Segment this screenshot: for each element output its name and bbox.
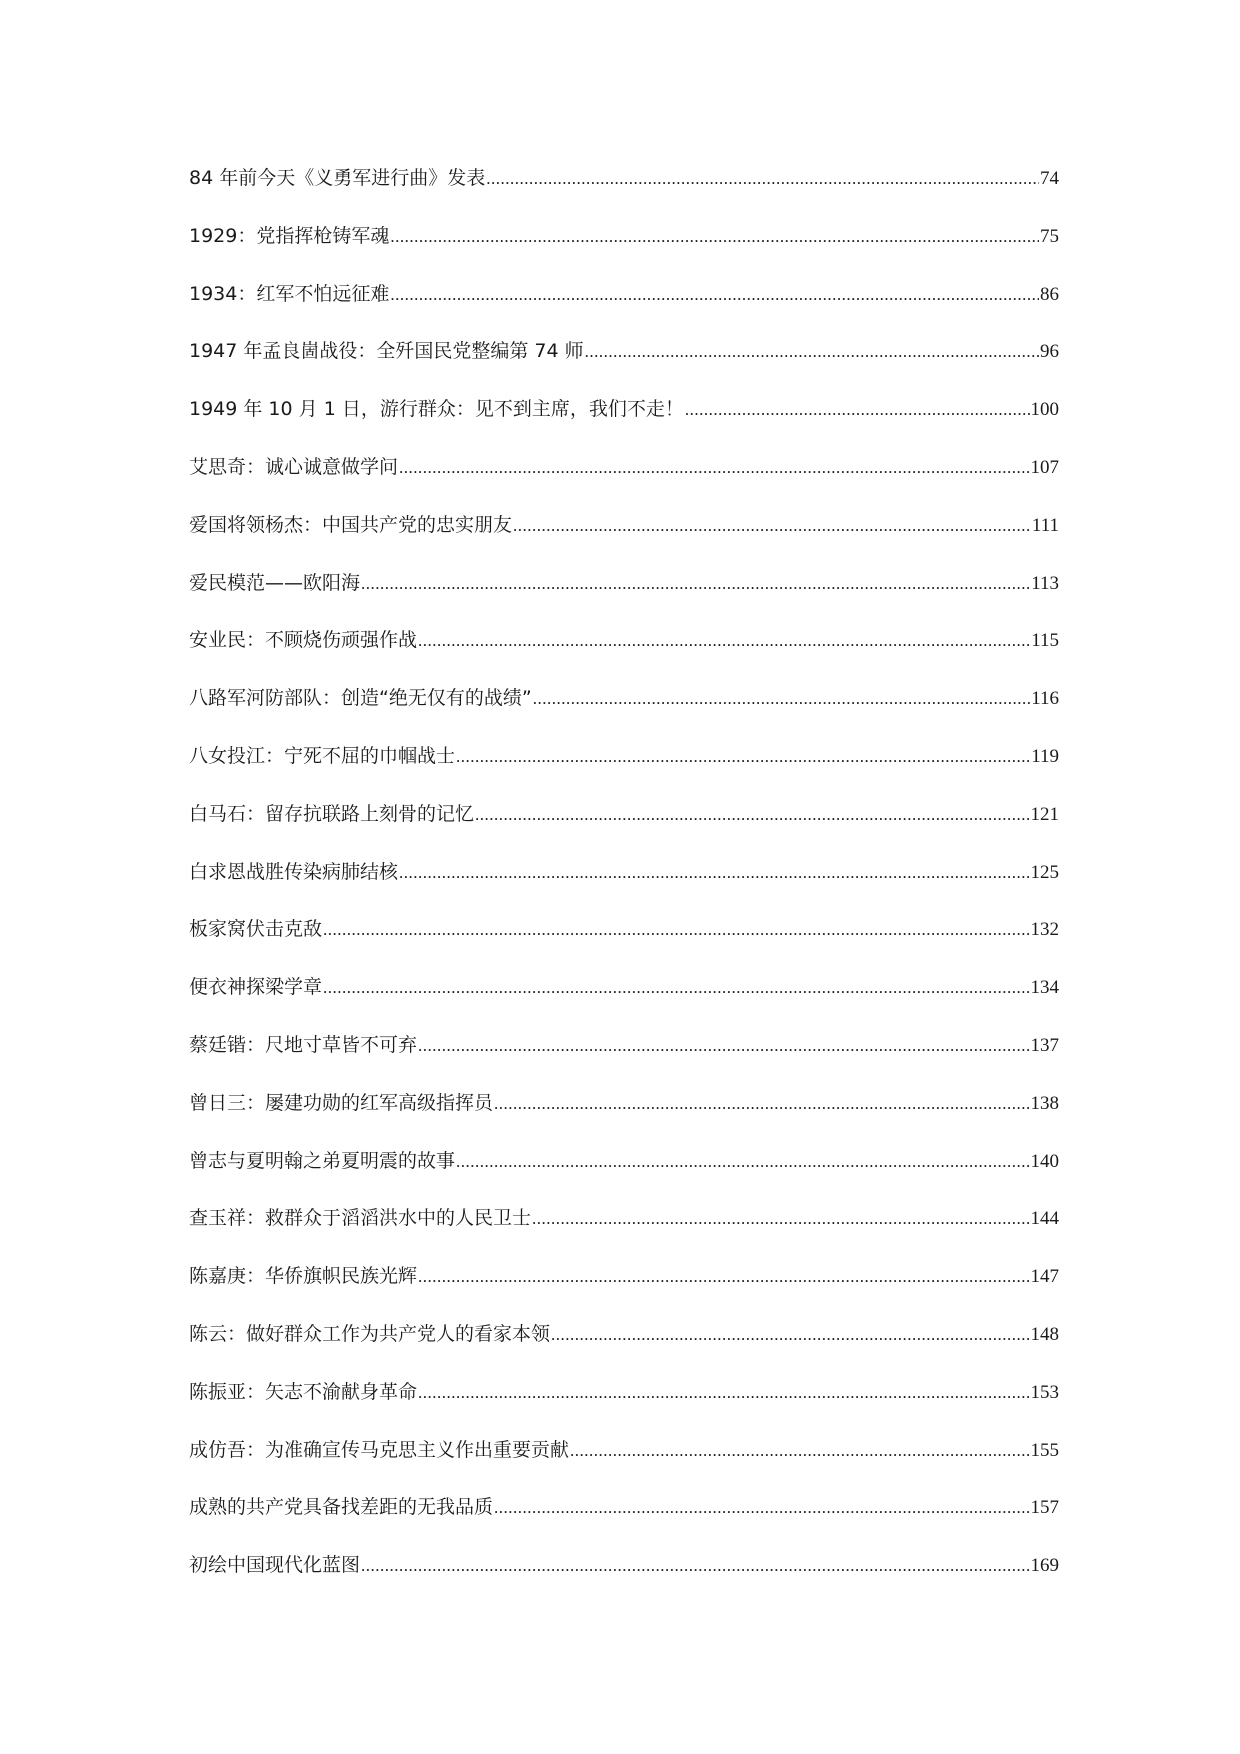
toc-entry-page: 121 bbox=[1030, 803, 1059, 825]
toc-leader-dots bbox=[323, 978, 1029, 998]
toc-entry[interactable] bbox=[189, 857, 1059, 915]
toc-entry-page: 107 bbox=[1030, 456, 1059, 478]
toc-entry-page: 75 bbox=[1040, 225, 1059, 247]
toc-entry-title: 1929：党指挥枪铸军魂 bbox=[189, 224, 390, 247]
toc-entry-title: 初绘中国现代化蓝图 bbox=[189, 1554, 361, 1577]
toc-entry-page: 153 bbox=[1030, 1381, 1059, 1403]
toc-leader-dots bbox=[456, 747, 1030, 767]
toc-leader-dots bbox=[390, 285, 1039, 305]
toc-leader-dots bbox=[585, 342, 1039, 362]
toc-leader-dots bbox=[418, 1036, 1029, 1056]
toc-entry-title: 成熟的共产党具备找差距的无我品质 bbox=[189, 1496, 494, 1519]
toc-entry[interactable] bbox=[189, 683, 1059, 741]
toc-entry[interactable] bbox=[189, 1435, 1059, 1493]
toc-entry-title: 1949 年 10 月 1 日，游行群众：见不到主席，我们不走！ bbox=[189, 398, 684, 421]
toc-entry-title: 八路军河防部队：创造“绝无仅有的战绩” bbox=[189, 687, 532, 710]
toc-entry[interactable] bbox=[189, 568, 1059, 626]
toc-entry-title: 便衣神探梁学章 bbox=[189, 976, 323, 999]
toc-entry-title: 白求恩战胜传染病肺结核 bbox=[189, 860, 399, 883]
toc-entry-page: 115 bbox=[1031, 630, 1059, 652]
toc-leader-dots bbox=[418, 1383, 1029, 1403]
toc-entry-title: 艾思奇：诚心诚意做学问 bbox=[189, 455, 399, 478]
toc-leader-dots bbox=[361, 1556, 1029, 1576]
toc-entry-page: 74 bbox=[1040, 168, 1059, 189]
toc-entry-title: 陈振亚：矢志不渝献身革命 bbox=[189, 1380, 418, 1403]
toc-entry-title: 查玉祥：救群众于滔滔洪水中的人民卫士 bbox=[189, 1207, 532, 1230]
toc-entry-page: 137 bbox=[1030, 1034, 1059, 1056]
toc-entry[interactable] bbox=[189, 1146, 1059, 1204]
toc-entry-page: 119 bbox=[1031, 745, 1059, 767]
toc-leader-dots bbox=[361, 574, 1030, 594]
toc-entry-page: 148 bbox=[1030, 1323, 1059, 1345]
toc-leader-dots bbox=[551, 1325, 1029, 1345]
toc-entry-title: 成仿吾：为准确宣传马克思主义作出重要贡献 bbox=[189, 1438, 570, 1461]
toc-leader-dots bbox=[494, 1498, 1029, 1518]
toc-entry-title: 84 年前今天《义勇军进行曲》发表 bbox=[189, 167, 486, 189]
toc-entry-page: 144 bbox=[1030, 1208, 1059, 1230]
toc-leader-dots bbox=[399, 458, 1029, 478]
toc-leader-dots bbox=[494, 1094, 1029, 1114]
toc-entry[interactable] bbox=[189, 1030, 1059, 1088]
toc-entry-page: 116 bbox=[1031, 688, 1059, 710]
toc-entry[interactable] bbox=[189, 1088, 1059, 1146]
toc-entry-page: 113 bbox=[1031, 572, 1059, 594]
toc-entry-title: 1934：红军不怕远征难 bbox=[189, 282, 390, 305]
toc-entry[interactable] bbox=[189, 1550, 1059, 1608]
toc-leader-dots bbox=[486, 169, 1039, 189]
toc-leader-dots bbox=[685, 400, 1030, 420]
toc-entry-title: 八女投江：宁死不屈的巾帼战士 bbox=[189, 744, 456, 767]
toc-entry-page: 134 bbox=[1030, 977, 1059, 999]
toc-leader-dots bbox=[418, 631, 1030, 651]
toc-entry[interactable] bbox=[189, 1492, 1059, 1550]
toc-leader-dots bbox=[323, 920, 1029, 940]
toc-entry[interactable] bbox=[189, 452, 1059, 510]
toc-entry[interactable] bbox=[189, 336, 1059, 394]
toc-entry-title: 陈嘉庚：华侨旗帜民族光辉 bbox=[189, 1265, 418, 1288]
toc-entry[interactable] bbox=[189, 279, 1059, 337]
toc-leader-dots bbox=[513, 516, 1031, 536]
toc-entry-title: 陈云：做好群众工作为共产党人的看家本领 bbox=[189, 1322, 551, 1345]
toc-leader-dots bbox=[475, 805, 1029, 825]
toc-leader-dots bbox=[399, 863, 1029, 883]
toc-entry-page: 111 bbox=[1031, 514, 1059, 536]
toc-entry-title: 板家窝伏击克敌 bbox=[189, 918, 323, 941]
toc-entry-page: 140 bbox=[1030, 1150, 1059, 1172]
toc-leader-dots bbox=[570, 1441, 1029, 1461]
toc-entry[interactable] bbox=[189, 972, 1059, 1030]
toc-entry[interactable] bbox=[189, 1261, 1059, 1319]
toc-entry-title: 安业民：不顾烧伤顽强作战 bbox=[189, 629, 418, 652]
toc-entry[interactable] bbox=[189, 914, 1059, 972]
toc-entry-page: 125 bbox=[1030, 861, 1059, 883]
table-of-contents bbox=[189, 163, 1059, 1608]
toc-entry-title: 爱国将领杨杰：中国共产党的忠实朋友 bbox=[189, 513, 513, 536]
toc-entry[interactable] bbox=[189, 394, 1059, 452]
toc-entry[interactable] bbox=[189, 625, 1059, 683]
toc-entry-title: 1947 年孟良崮战役：全歼国民党整编第 74 师 bbox=[189, 340, 584, 363]
toc-entry-page: 86 bbox=[1040, 283, 1059, 305]
toc-entry-page: 96 bbox=[1040, 341, 1059, 363]
toc-entry[interactable] bbox=[189, 221, 1059, 279]
toc-entry-title: 爱民模范——欧阳海 bbox=[189, 571, 361, 594]
toc-entry-page: 138 bbox=[1030, 1092, 1059, 1114]
toc-entry[interactable] bbox=[189, 1377, 1059, 1435]
toc-leader-dots bbox=[533, 689, 1031, 709]
toc-entry-page: 132 bbox=[1030, 919, 1059, 941]
toc-leader-dots bbox=[418, 1267, 1029, 1287]
toc-entry[interactable] bbox=[189, 163, 1059, 221]
toc-entry-page: 147 bbox=[1030, 1266, 1059, 1288]
toc-entry[interactable] bbox=[189, 799, 1059, 857]
toc-entry-title: 曾日三：屡建功勋的红军高级指挥员 bbox=[189, 1091, 494, 1114]
toc-entry[interactable] bbox=[189, 741, 1059, 799]
toc-entry-page: 100 bbox=[1030, 399, 1059, 421]
toc-entry[interactable] bbox=[189, 510, 1059, 568]
toc-entry-title: 曾志与夏明翰之弟夏明震的故事 bbox=[189, 1149, 456, 1172]
toc-entry-title: 蔡廷锴：尺地寸草皆不可弃 bbox=[189, 1033, 418, 1056]
toc-entry[interactable] bbox=[189, 1319, 1059, 1377]
toc-entry-title: 白马石：留存抗联路上刻骨的记忆 bbox=[189, 802, 475, 825]
toc-leader-dots bbox=[390, 227, 1039, 247]
toc-leader-dots bbox=[456, 1152, 1029, 1172]
toc-entry-page: 169 bbox=[1030, 1555, 1059, 1577]
toc-leader-dots bbox=[532, 1209, 1029, 1229]
toc-entry-page: 155 bbox=[1030, 1439, 1059, 1461]
toc-entry[interactable] bbox=[189, 1203, 1059, 1261]
toc-entry-page: 157 bbox=[1030, 1497, 1059, 1519]
